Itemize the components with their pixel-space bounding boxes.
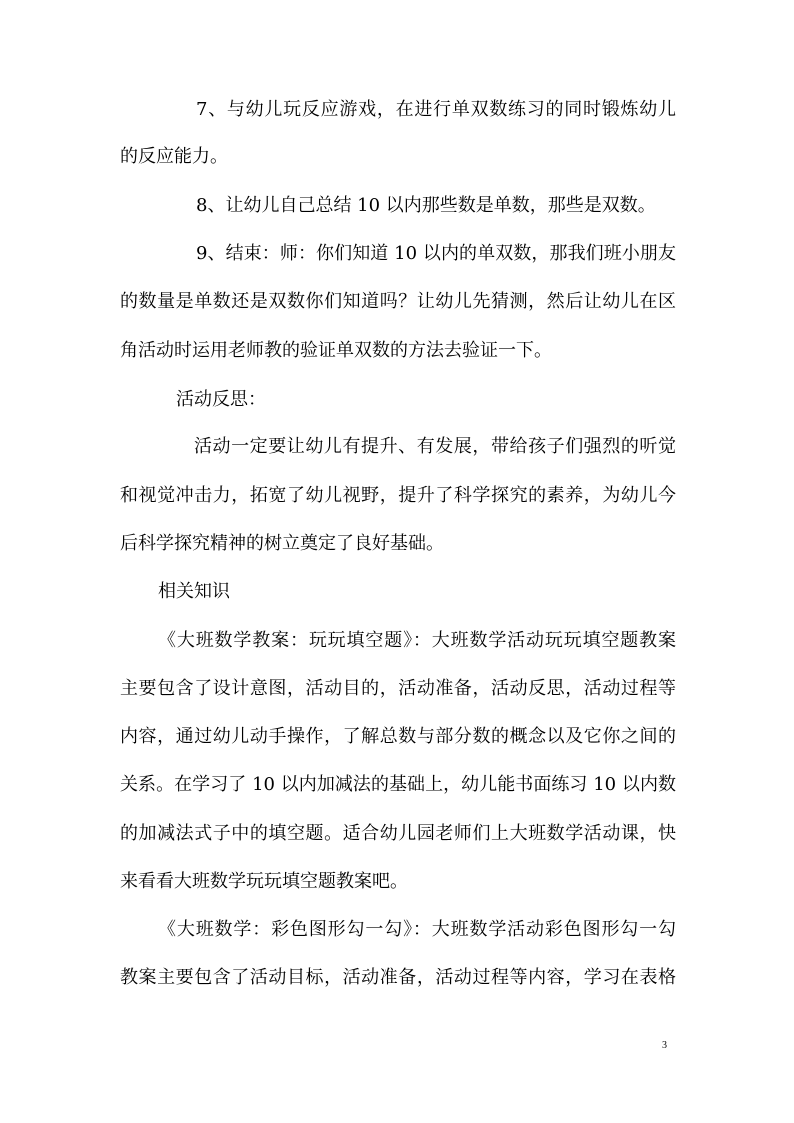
text-line: 《大班数学：彩色图形勾一勾》：大班数学活动彩色图形勾一勾 xyxy=(158,919,676,940)
text-line: 教案主要包含了活动目标，活动准备，活动过程等内容，学习在表格 xyxy=(120,967,676,988)
text-line: 关系。在学习了 10 以内加减法的基础上，幼儿能书面练习 10 以内数 xyxy=(120,774,676,795)
text-line: 的数量是单数还是双数你们知道吗？让幼儿先猜测，然后让幼儿在区 xyxy=(120,291,676,312)
text-line: 8、让幼儿自己总结 10 以内那些数是单数，那些是双数。 xyxy=(196,195,656,216)
text-line: 的加减法式子中的填空题。适合幼儿园老师们上大班数学活动课，快 xyxy=(120,823,676,844)
text-line: 来看看大班数学玩玩填空题教案吧。 xyxy=(120,871,408,892)
text-line: 9、结束：师：你们知道 10 以内的单双数，那我们班小朋友 xyxy=(196,243,676,264)
section-heading: 活动反思： xyxy=(176,389,266,410)
text-line: 和视觉冲击力，拓宽了幼儿视野，提升了科学探究的素养，为幼儿今 xyxy=(120,485,676,506)
text-line: 内容，通过幼儿动手操作，了解总数与部分数的概念以及它你之间的 xyxy=(120,726,676,747)
page-number: 3 xyxy=(662,1040,667,1051)
text-line: 主要包含了设计意图，活动目的，活动准备，活动反思，活动过程等 xyxy=(120,678,676,699)
text-line: 活动一定要让幼儿有提升、有发展，带给孩子们强烈的听觉 xyxy=(194,436,676,457)
text-line: 7、与幼儿玩反应游戏，在进行单双数练习的同时锻炼幼儿 xyxy=(196,99,676,120)
text-line: 角活动时运用老师教的验证单双数的方法去验证一下。 xyxy=(120,340,552,361)
text-line: 《大班数学教案：玩玩填空题》：大班数学活动玩玩填空题教案 xyxy=(158,630,676,651)
text-line: 的反应能力。 xyxy=(120,146,228,167)
text-line: 后科学探究精神的树立奠定了良好基础。 xyxy=(120,533,444,554)
section-heading: 相关知识 xyxy=(158,581,230,602)
